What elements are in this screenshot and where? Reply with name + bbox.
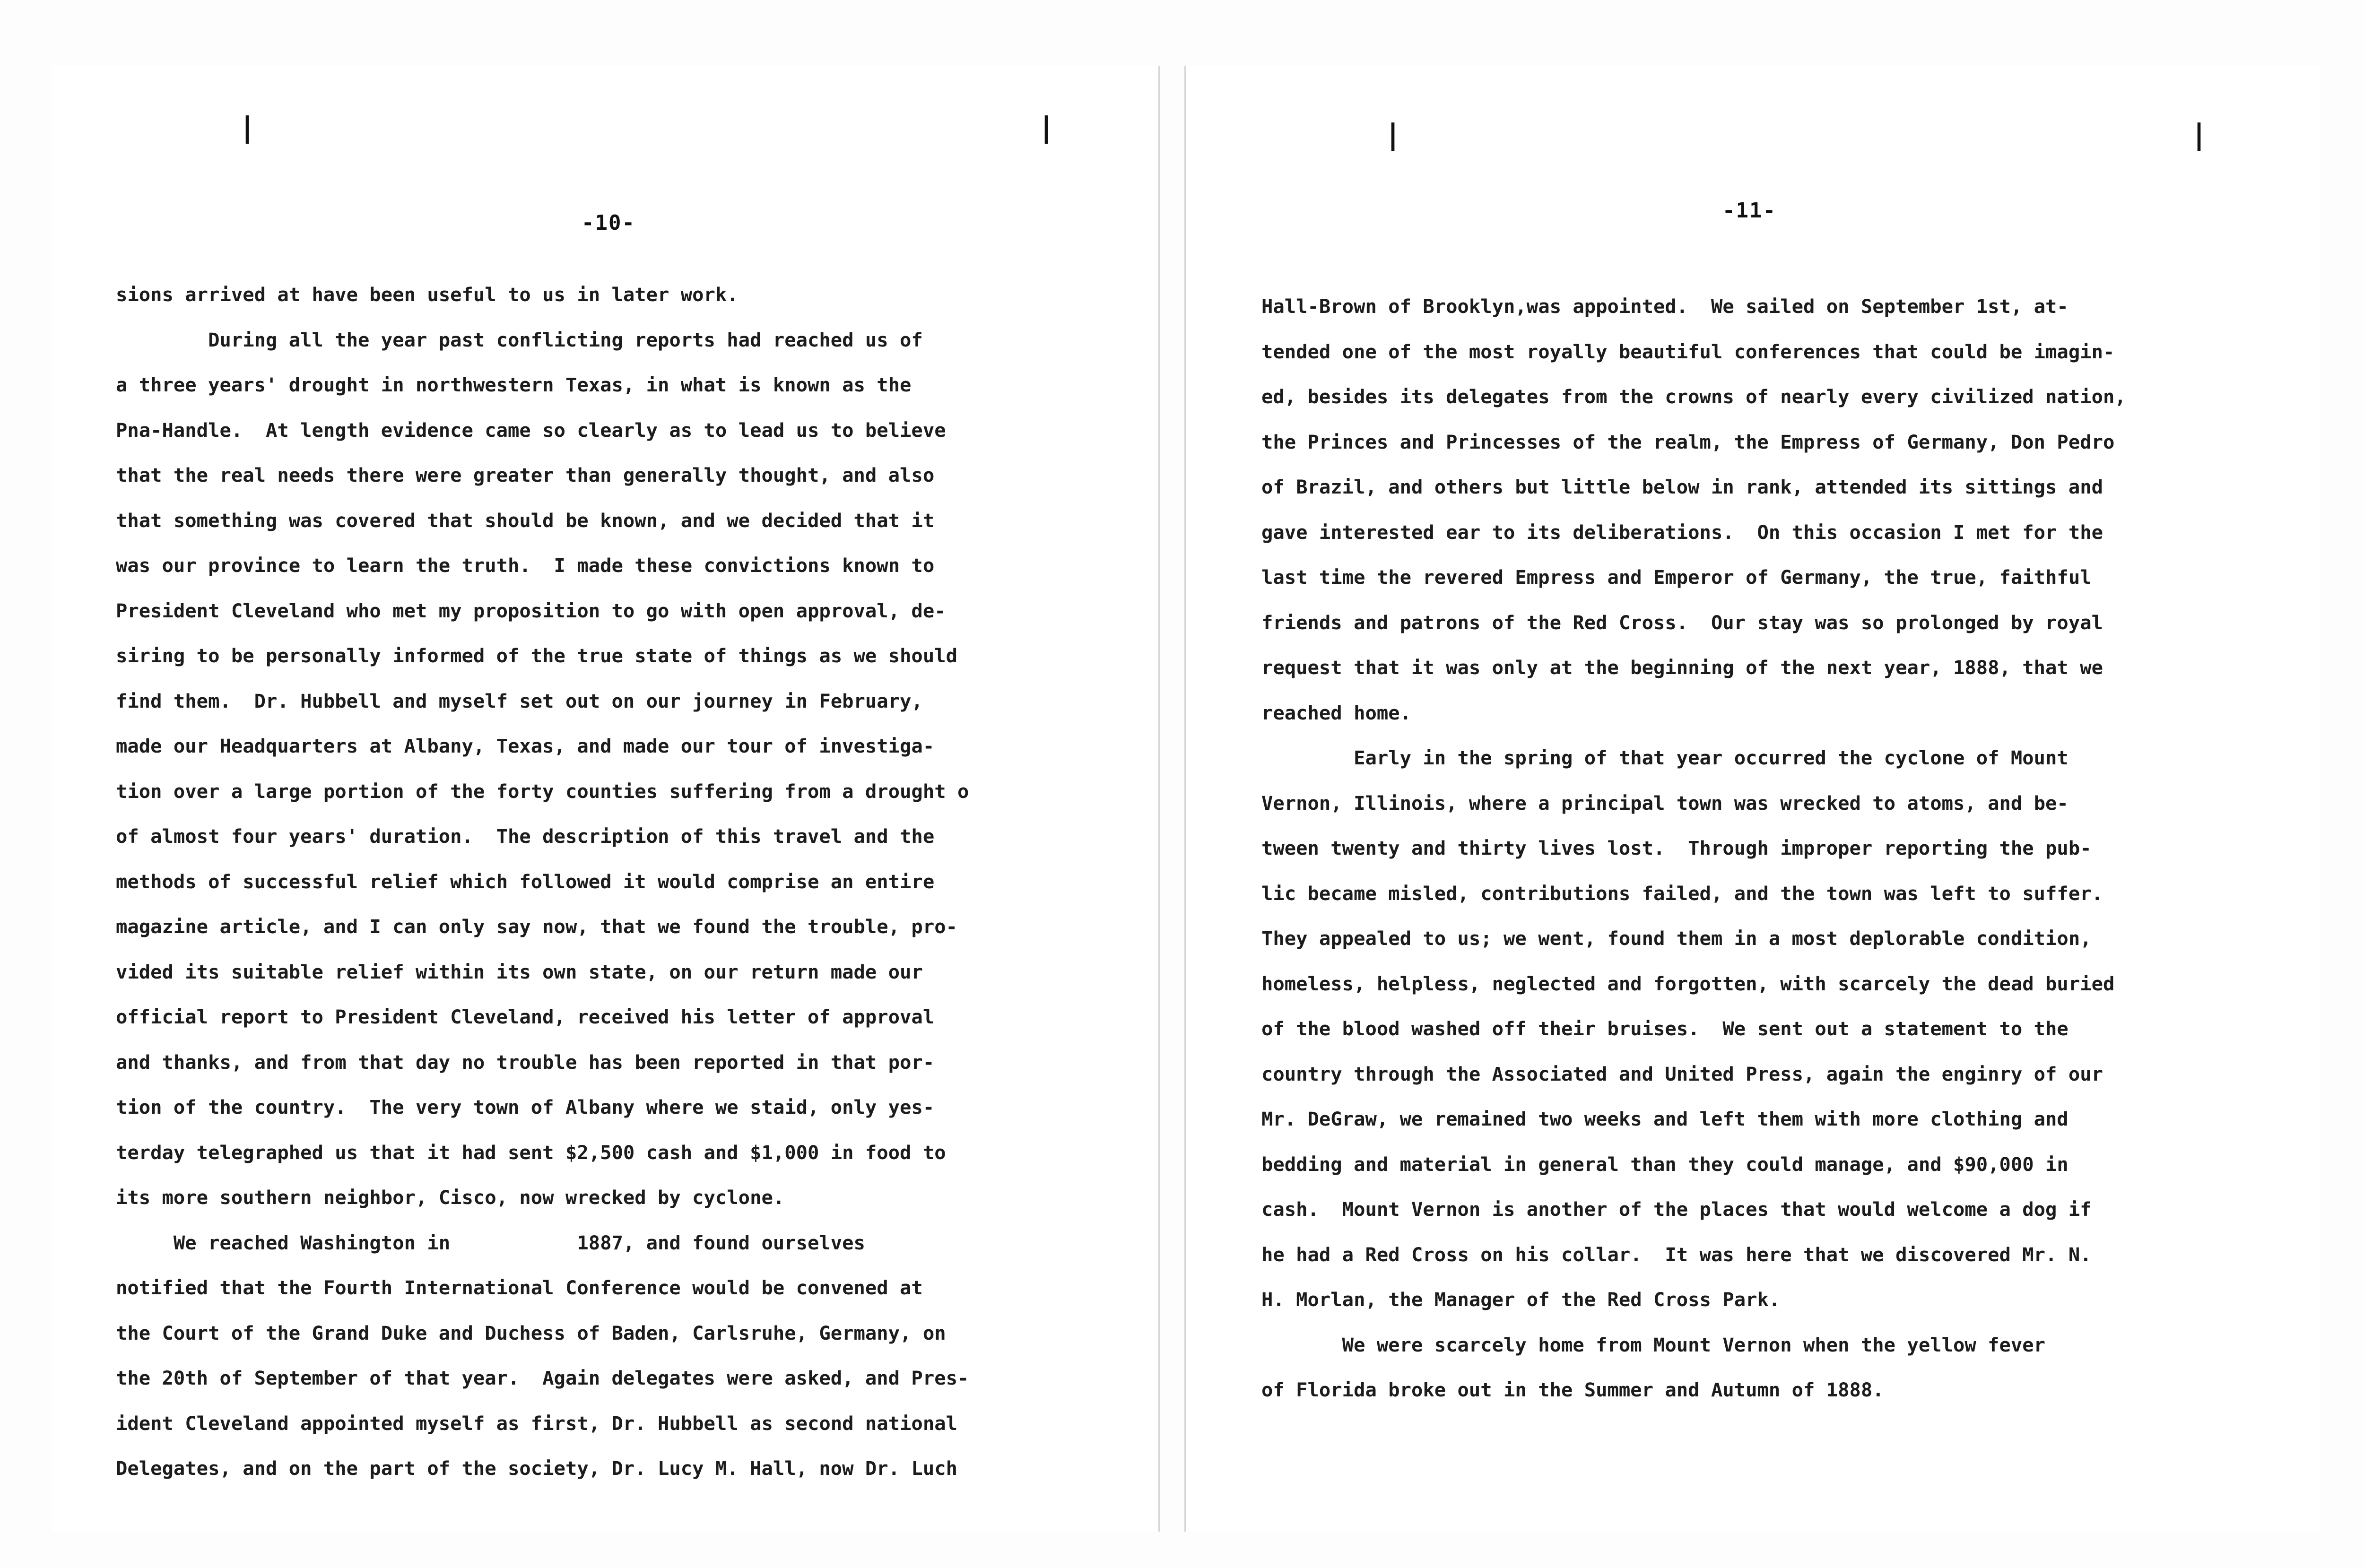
text-line: he had a Red Cross on his collar. It was here that we discovered Mr. N. [1261,1243,2092,1266]
text-line: friends and patrons of the Red Cross. Our stay was so prolonged by royal [1261,611,2103,634]
page-number: -11- [1722,199,1776,223]
text-line: homeless, helpless, neglected and forgotten, with scarcely the dead buried [1261,972,2115,995]
text-line: request that it was only at the beginning of the next year, 1888, that we [1261,656,2103,679]
text-line: the Court of the Grand Duke and Duchess of Baden, Carlsruhe, Germany, on [116,1321,946,1344]
text-line: was our province to learn the truth. I made these convictions known to [116,554,935,577]
text-line: ident Cleveland appointed myself as first, Dr. Hubbell as second national [116,1412,957,1435]
text-line: tion of the country. The very town of Albany where we staid, only yes- [116,1096,935,1118]
left-margin-mark: | [1384,118,1402,151]
text-line: H. Morlan, the Manager of the Red Cross Park. [1261,1288,1781,1311]
text-line: of almost four years' duration. The description of this travel and the [116,825,935,848]
page-number: -10- [582,211,635,235]
right-margin-mark: | [1038,111,1055,144]
text-line: that something was covered that should be known, and we decided that it [116,509,935,532]
text-line: Vernon, Illinois, where a principal town was wrecked to atoms, and be- [1261,791,2068,814]
text-line: They appealed to us; we went, found them in a most deplorable condition, [1261,927,2092,950]
text-line: official report to President Cleveland, received his letter of approval [116,1005,935,1028]
text-line: Early in the spring of that year occurred the cyclone of Mount [1261,746,2068,769]
right-page [1184,66,2321,1532]
page-body [116,272,1147,1491]
text-line: vided its suitable relief within its own state, on our return made our [116,960,923,983]
page-body [1261,284,2316,1413]
text-line: of Florida broke out in the Summer and Autumn of 1888. [1261,1378,1884,1401]
text-line: We reached Washington in 1887, and found ourselves [116,1231,865,1254]
text-line: last time the revered Empress and Emperor of Germany, the true, faithful [1261,566,2092,589]
text-line: its more southern neighbor, Cisco, now wrecked by cyclone. [116,1186,785,1209]
text-line: cash. Mount Vernon is another of the places that would welcome a dog if [1261,1198,2092,1221]
text-line: siring to be personally informed of the true state of things as we should [116,644,957,667]
text-line: methods of successful relief which followed it would comprise an entire [116,870,935,893]
text-line: the Princes and Princesses of the realm, the Empress of Germany, Don Pedro [1261,430,2115,453]
right-margin-mark: | [2190,118,2208,151]
text-line: gave interested ear to its deliberations. On this occasion I met for the [1261,520,2103,544]
text-line: notified that the Fourth International Conference would be convened at [116,1276,923,1299]
text-line: President Cleveland who met my proposition to go with open approval, de- [116,599,946,622]
text-line: tween twenty and thirty lives lost. Through improper reporting the pub- [1261,837,2092,859]
text-line: lic became misled, contributions failed, and the town was left to suffer. [1261,882,2103,905]
text-line: magazine article, and I can only say now, that we found the trouble, pro- [116,915,957,938]
text-line: and thanks, and from that day no trouble has been reported in that por- [116,1050,935,1074]
text-line: a three years' drought in northwestern Texas, in what is known as the [116,373,912,396]
text-line: terday telegraphed us that it had sent $2,500 cash and $1,000 in food to [116,1141,946,1164]
text-line: of the blood washed off their bruises. We sent out a statement to the [1261,1017,2068,1040]
text-line: ed, besides its delegates from the crowns of nearly every civilized nation, [1261,385,2126,408]
text-line: find them. Dr. Hubbell and myself set out on our journey in February, [116,689,923,712]
left-page [52,66,1160,1532]
text-line: bedding and material in general than they could manage, and $90,000 in [1261,1152,2068,1176]
text-line: During all the year past conflicting reports had reached us of [116,328,923,351]
text-line: Mr. DeGraw, we remained two weeks and left them with more clothing and [1261,1108,2068,1130]
text-line: sions arrived at have been useful to us in later work. [116,283,739,306]
text-line: country through the Associated and United Press, again the enginry of our [1261,1062,2103,1085]
text-line: Delegates, and on the part of the society, Dr. Lucy M. Hall, now Dr. Luch [116,1457,957,1480]
text-line: that the real needs there were greater than generally thought, and also [116,464,935,486]
text-line: reached home. [1261,701,1411,724]
text-line: of Brazil, and others but little below in rank, attended its sittings and [1261,476,2103,498]
text-line: made our Headquarters at Albany, Texas, and made our tour of investiga- [116,735,935,757]
text-line: the 20th of September of that year. Again delegates were asked, and Pres- [116,1367,969,1389]
text-line: Pna-Handle. At length evidence came so clearly as to lead us to believe [116,418,946,442]
text-line: tion over a large portion of the forty counties suffering from a drought o [116,780,969,803]
text-line: Hall-Brown of Brooklyn,was appointed. We sailed on September 1st, at- [1261,295,2068,318]
text-line: We were scarcely home from Mount Vernon when the yellow fever [1261,1333,2046,1356]
left-margin-mark: | [239,111,256,144]
text-line: tended one of the most royally beautiful conferences that could be imagin- [1261,340,2115,363]
